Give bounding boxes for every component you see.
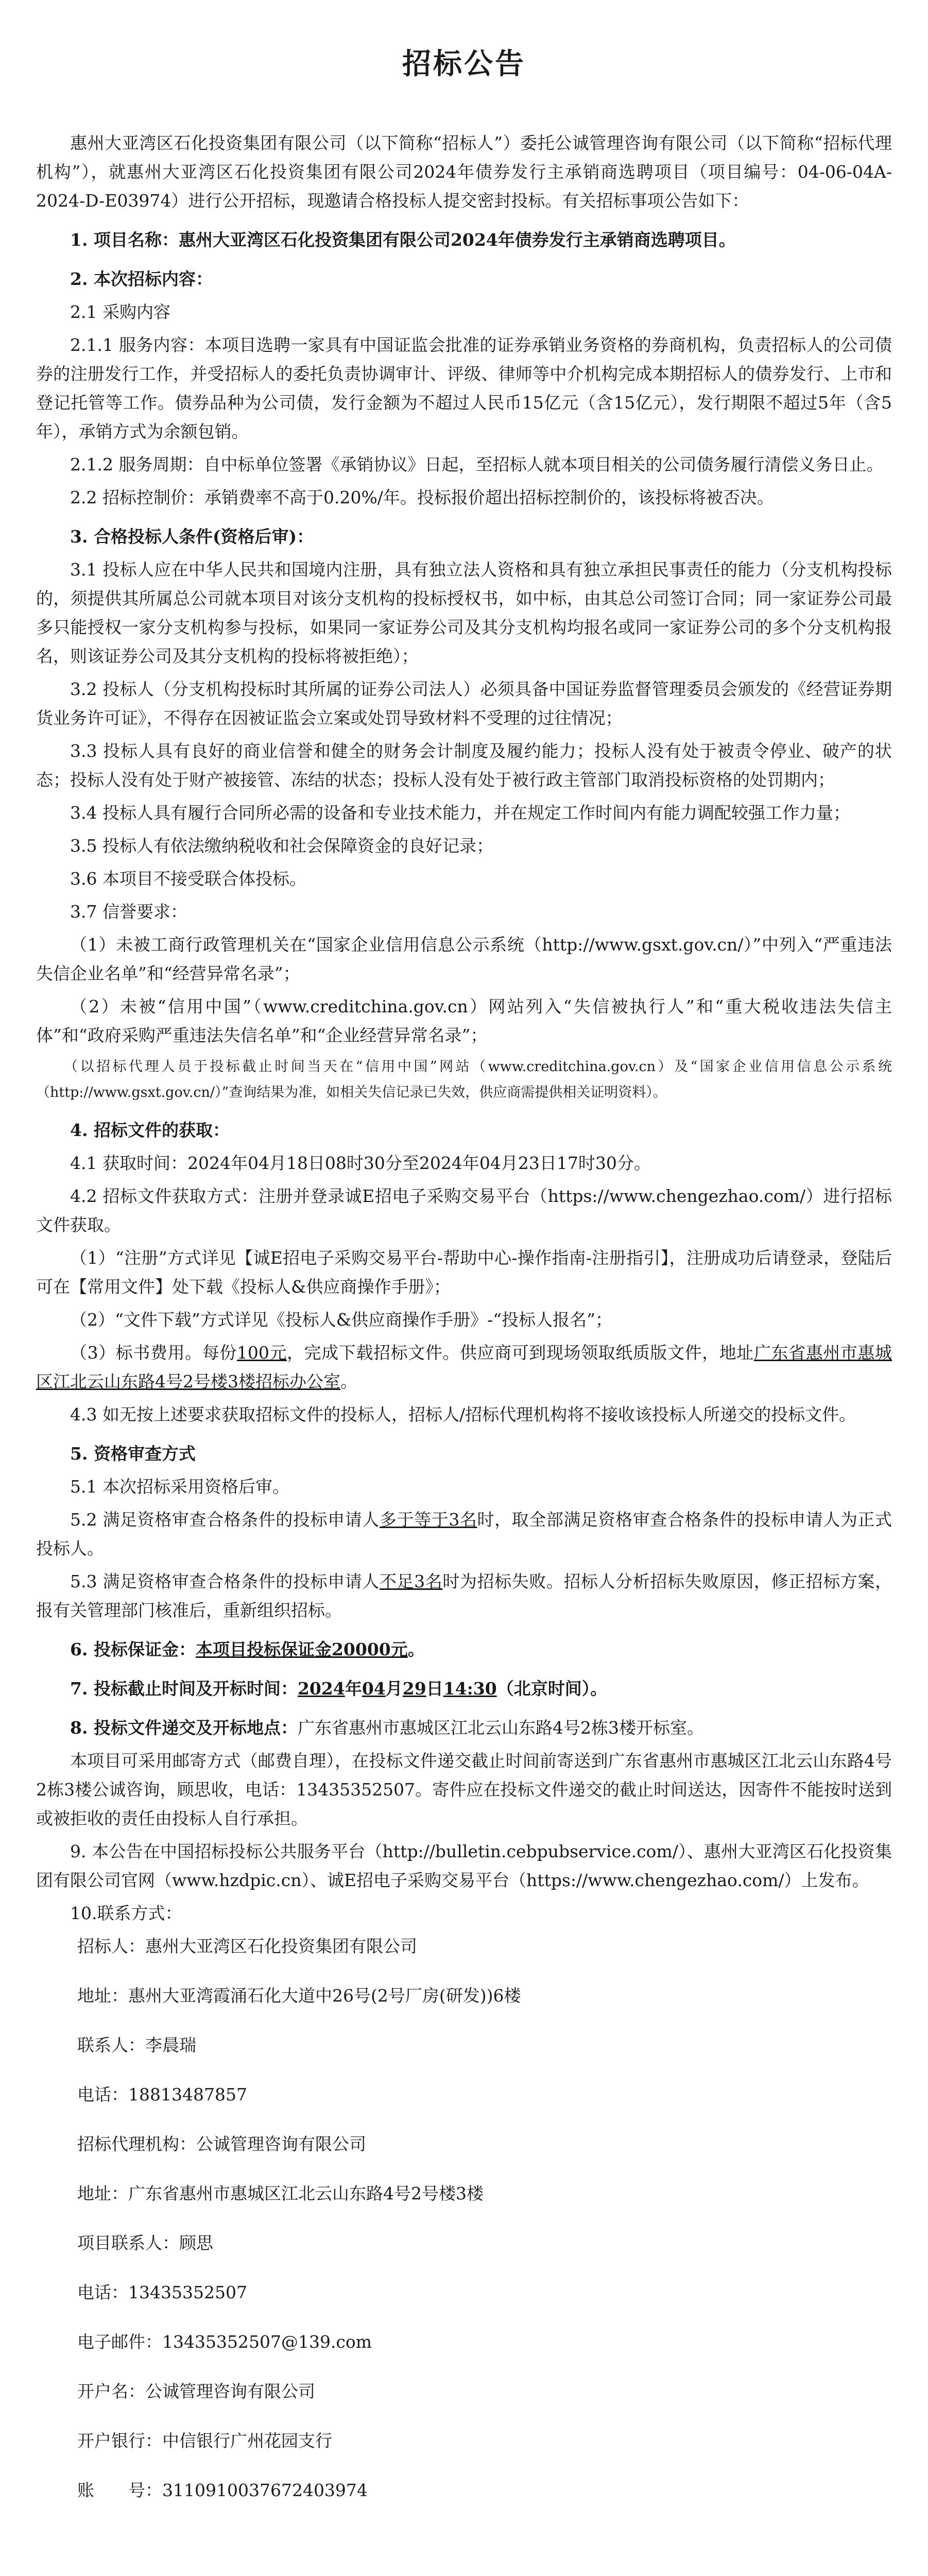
section-5-heading: 5. 资格审查方式 <box>70 1444 196 1464</box>
section-3-3: 3.3 投标人具有良好的商业信誉和健全的财务会计制度及履约能力；投标人没有处于被责令停业、破产的状态；投标人没有处于财产被接管、冻结的状态；投标人没有处于被行政主管部门取消投标资格的处罚期内； <box>36 741 892 790</box>
deadline-year: 2024 <box>297 1679 345 1699</box>
s7-label: 7. 投标截止时间及开标时间： <box>70 1679 298 1699</box>
deadline-day: 29 <box>402 1679 426 1699</box>
fee-prefix: （3）标书费用。每份 <box>70 1343 237 1363</box>
s5-2-suffix: 时，取全部满足资格审查合格条件的投标申请人为正式投标人。 <box>36 1510 892 1558</box>
deadline-day-unit: 日 <box>426 1679 443 1699</box>
section-4-heading: 4. 招标文件的获取： <box>70 1120 230 1140</box>
s5-2-prefix: 5.2 满足资格审查合格条件的投标申请人 <box>70 1510 380 1530</box>
section-7-heading <box>36 1674 892 1703</box>
section-4-2: 4.2 招标文件获取方式：注册并登录诚E招电子采购交易平台（https://www.chengezhao.com/）进行招标文件获取。 <box>36 1186 892 1235</box>
deadline-tz: （北京时间）。 <box>496 1679 608 1699</box>
s5-3-prefix: 5.3 满足资格审查合格条件的投标申请人 <box>70 1571 380 1591</box>
section-2-1: 2.1 采购内容 <box>70 302 170 322</box>
contact-item: 开户银行：中信银行广州花园支行 <box>77 2431 332 2451</box>
s8-label: 8. 投标文件递交及开标地点： <box>70 1718 298 1738</box>
fee-amount: 100元 <box>236 1343 287 1363</box>
contact-item: 招标代理机构：公诚管理咨询有限公司 <box>77 2134 366 2154</box>
section-4-2-2: （2）“文件下载”方式详见《投标人&供应商操作手册》-“投标人报名”； <box>70 1310 613 1330</box>
contact-item: 地址：广东省惠州市惠城区江北云山东路4号2号楼3楼 <box>77 2183 484 2204</box>
section-3-5: 3.5 投标人有依法缴纳税收和社会保障资金的良好记录； <box>70 836 493 856</box>
section-3-1: 3.1 投标人应在中华人民共和国境内注册，具有独立法人资格和具有独立承担民事责任的能力（分支机构投标的，须提供其所属总公司就本项目对该分支机构的投标授权书，如中标，由其总公司签订合同；同一家证券公司最多只能授权一家分支机构参与投标，如果同一家证券公司及其分支机构均报名或同一家证券公司的多个分支机构报名，则该证券公司及其分支机构的投标将被拒绝）； <box>36 560 892 666</box>
s5-3-underline: 不足3名 <box>379 1571 443 1591</box>
section-10-heading: 10.联系方式： <box>70 1903 182 1923</box>
section-5-2 <box>36 1505 892 1563</box>
section-4-2-1: （1）“注册”方式详见【诚E招电子采购交易平台-帮助中心-操作指南-注册指引】，注册成功后请登录，登陆后可在【常用文件】处下载《投标人&供应商操作手册》； <box>36 1248 892 1297</box>
contact-list <box>36 1932 892 2505</box>
section-3-2: 3.2 投标人（分支机构投标时其所属的证券公司法人）必须具备中国证券监督管理委员会颁发的《经营证券期货业务许可证》，不得存在因被证监会立案或处罚导致材料不受理的过往情况； <box>36 679 892 728</box>
section-3-heading: 3. 合格投标人条件(资格后审)： <box>70 527 314 547</box>
contact-item: 电子邮件：13435352507@139.com <box>77 2332 372 2352</box>
pickup-address: 广东省惠州市惠城区江北云山东路4号2号楼3楼招标办公室 <box>36 1343 892 1392</box>
section-4-3: 4.3 如无按上述要求获取招标文件的投标人，招标人/招标代理机构将不接收该投标人所递交的投标文件。 <box>70 1404 856 1425</box>
contact-item: 电话：13435352507 <box>77 2282 247 2302</box>
section-3-7-2: （2）未被“信用中国”（www.creditchina.gov.cn）网站列入“失信被执行人”和“重大税收违法失信主体”和“政府采购严重违法失信名单”和“企业经营异常名录”； <box>36 996 892 1045</box>
section-3-7-1: （1）未被工商行政管理机关在“国家企业信用信息公示系统（http://www.gsxt.gov.cn/）”中列入“严重违法失信企业名单”和“经营异常名录”； <box>36 935 892 984</box>
section-2-1-2: 2.1.2 服务周期：自中标单位签署《承销协议》日起，至招标人就本项目相关的公司债务履行清偿义务日止。 <box>70 454 884 474</box>
contact-item: 地址：惠州大亚湾霞涌石化大道中26号(2号厂房(研发))6楼 <box>77 1986 521 2006</box>
bid-bond-amount: 本项目投标保证金20000元 <box>195 1639 408 1659</box>
deadline-time: 14:30 <box>443 1679 497 1699</box>
section-8-mail: 本项目可采用邮寄方式（邮费自理），在投标文件递交截止时间前寄送到广东省惠州市惠城区江北云山东路4号2栋3楼公诚咨询，顾思收，电话：13435352507。寄件应在投标文件递交的截止时间送达，因寄件不能按时送到或被拒收的责任由投标人自行承担。 <box>36 1751 892 1828</box>
contact-item: 账 号：3110910037672403974 <box>77 2480 368 2500</box>
s5-3-suffix: 时为招标失败。招标人分析招标失败原因，修正招标方案，报有关管理部门核准后，重新组织招标。 <box>36 1571 892 1620</box>
intro-paragraph: 惠州大亚湾区石化投资集团有限公司（以下简称“招标人”）委托公诚管理咨询有限公司（以下简称“招标代理机构”），就惠州大亚湾区石化投资集团有限公司2024年债券发行主承销商选聘项目（项目编号：04-06-04A-2024-D-E03974）进行公开招标，现邀请合格投标人提交密封投标。有关招标事项公告如下： <box>36 133 892 211</box>
deadline-month: 04 <box>362 1679 386 1699</box>
contact-item: 电话：18813487857 <box>77 2084 247 2105</box>
s6-suffix: 。 <box>407 1639 425 1659</box>
section-2-1-1: 2.1.1 服务内容：本项目选聘一家具有中国证监会批准的证券承销业务资格的券商机构，负责招标人的公司债券的注册发行工作，并受招标人的委托负责协调审计、评级、律师等中介机构完成本期招标人的债券发行、上市和登记托管等工作。债券品种为公司债，发行金额为不超过人民币15亿元（含15亿元），发行期限不超过5年（含5年），承销方式为余额包销。 <box>36 335 892 442</box>
section-4-1: 4.1 获取时间：2024年04月18日08时30分至2024年04月23日17时30分。 <box>70 1153 651 1173</box>
section-5-3 <box>36 1567 892 1625</box>
page-title: 招标公告 <box>402 47 526 81</box>
section-4-2-3 <box>36 1338 892 1396</box>
section-9: 9. 本公告在中国招标投标公共服务平台（http://bulletin.cebpubservice.com/）、惠州大亚湾区石化投资集团有限公司官网（www.hzdpic.cn）、诚E招电子采购交易平台（https://www.chengezhao.com/）上发布。 <box>36 1841 892 1890</box>
fee-suffix: 。 <box>340 1371 357 1392</box>
section-2-2: 2.2 招标控制价：承销费率不高于0.20%/年。投标报价超出招标控制价的，该投标将被否决。 <box>70 487 774 507</box>
section-3-note: （以招标代理人员于投标截止时间当天在“信用中国”网站（www.creditchina.gov.cn）及“国家企业信用信息公示系统（http://www.gsxt.gov.cn/）”查询结果为准，如相关失信记录已失效，供应商需提供相关证明资料）。 <box>36 1059 892 1100</box>
contact-item: 项目联系人：顾思 <box>77 2233 213 2253</box>
section-3-6: 3.6 本项目不接受联合体投标。 <box>70 869 306 889</box>
section-1-heading: 1. 项目名称：惠州大亚湾区石化投资集团有限公司2024年债券发行主承销商选聘项目。 <box>70 230 736 250</box>
s6-label: 6. 投标保证金： <box>70 1639 196 1659</box>
s5-2-underline: 多于等于3名 <box>379 1510 477 1530</box>
deadline-year-unit: 年 <box>345 1679 362 1699</box>
section-5-1: 5.1 本次招标采用资格后审。 <box>70 1477 289 1497</box>
contact-item: 招标人：惠州大亚湾区石化投资集团有限公司 <box>77 1936 417 1956</box>
section-8-heading <box>36 1714 892 1742</box>
section-6-heading <box>36 1635 892 1664</box>
contact-item: 开户名：公诚管理咨询有限公司 <box>77 2381 315 2401</box>
contact-item: 联系人：李晨瑞 <box>77 2035 196 2055</box>
deadline-month-unit: 月 <box>385 1679 403 1699</box>
s8-location: 广东省惠州市惠城区江北云山东路4号2栋3楼开标室。 <box>297 1718 704 1738</box>
section-3-4: 3.4 投标人具有履行合同所必需的设备和专业技术能力，并在规定工作时间内有能力调配较强工作力量； <box>70 803 850 823</box>
fee-middle: ，完成下载招标文件。供应商可到现场领取纸质版文件，地址 <box>287 1343 754 1363</box>
announcement-body <box>36 129 892 2505</box>
section-3-7: 3.7 信誉要求： <box>70 902 187 922</box>
section-2-heading: 2. 本次招标内容： <box>70 269 213 289</box>
